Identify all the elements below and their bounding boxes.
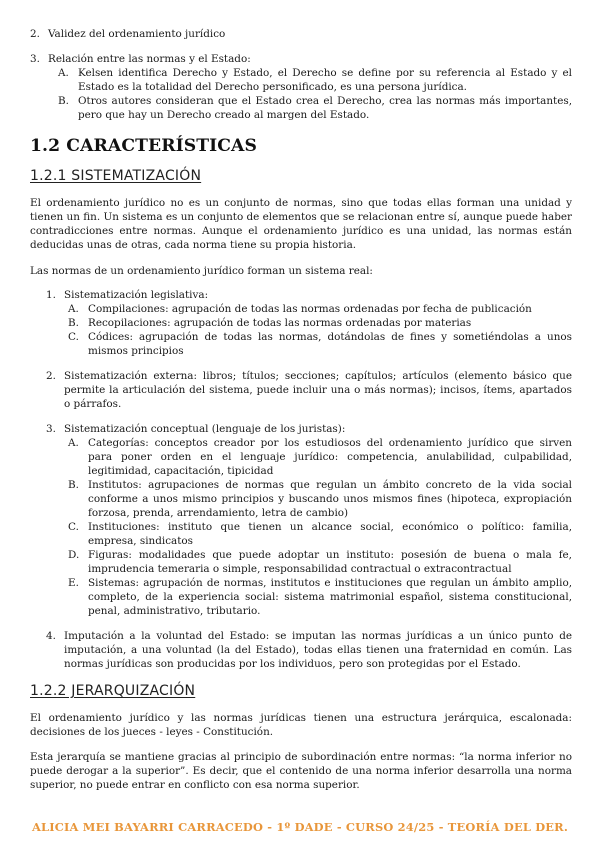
paragraph: El ordenamiento jurídico y las normas jurídicas tienen una estructura jerárquica, escalonada: decisiones de los jueces - leyes - Constitución. <box>30 712 572 738</box>
sub-list-text: Recopilaciones: agrupación de todas las normas ordenadas por materias <box>88 317 472 329</box>
sub-list-letter: E. <box>68 577 79 589</box>
list-item <box>46 629 572 671</box>
sub-list-text: Kelsen identifica Derecho y Estado, el Derecho se define por su referencia al Estado y el Estado es la totalidad del Derecho personificado, es una persona jurídica. <box>78 67 572 93</box>
list-number: 2. <box>30 28 40 40</box>
sub-list-letter: B. <box>58 95 69 107</box>
sub-list-letter: A. <box>68 303 79 315</box>
sub-list-item <box>58 94 572 122</box>
list-item <box>46 288 572 302</box>
list-text: Sistematización conceptual (lenguaje de los juristas): <box>64 423 346 435</box>
sub-list-text: Compilaciones: agrupación de todas las normas ordenadas por fecha de publicación <box>88 303 532 315</box>
sub-list-letter: B. <box>68 479 79 491</box>
sub-list-item <box>68 478 572 520</box>
paragraph: Esta jerarquía se mantiene gracias al principio de subordinación entre normas: “la norma inferior no puede derogar a la superior”. Es decir, que el contenido de una norma inferior desarrolla una norma superior, no puede entrar en conflicto con esa norma superior. <box>30 751 572 791</box>
list-number: 4. <box>46 630 56 642</box>
sub-list-letter: B. <box>68 317 79 329</box>
list-item <box>30 27 572 41</box>
sub-list-text: Institutos: agrupaciones de normas que regulan un ámbito concreto de la vida social conforme a unos mismo principios y buscando unos mismos fines (hipoteca, expropiación forzosa, prenda, arrendamiento, letra de cambio) <box>88 479 572 519</box>
list-number: 3. <box>46 423 56 435</box>
sub-list-item <box>68 436 572 478</box>
page-footer: ALICIA MEI BAYARRI CARRACEDO - 1º DADE - CURSO 24/25 - TEORÍA DEL DER. <box>31 820 569 834</box>
sub-list-letter: A. <box>68 437 79 449</box>
sub-list-letter: C. <box>68 331 79 343</box>
section-heading: 1.2 CARACTERÍSTICAS <box>30 136 257 156</box>
sub-list-item <box>68 548 572 576</box>
sub-list-letter: D. <box>68 549 80 561</box>
list-number: 2. <box>46 370 56 382</box>
sub-list-text: Categorías: conceptos creador por los estudiosos del ordenamiento jurídico que sirven para poner orden en el lenguaje jurídico: competencia, anulabilidad, culpabilidad, legitimidad, capacitación, tipicidad <box>88 437 572 477</box>
list-text: Sistematización legislativa: <box>64 289 209 301</box>
list-item <box>30 52 572 66</box>
sub-list-item <box>68 316 572 330</box>
sub-list-text: Instituciones: instituto que tienen un alcance social, económico o político: familia, empresa, sindicatos <box>88 521 572 547</box>
list-number: 3. <box>30 53 40 65</box>
list-number: 1. <box>46 289 56 301</box>
paragraph: Las normas de un ordenamiento jurídico forman un sistema real: <box>30 265 373 277</box>
sub-list-item <box>58 66 572 94</box>
sub-list-letter: C. <box>68 521 79 533</box>
sub-list-letter: A. <box>58 67 69 79</box>
document-page <box>30 0 572 792</box>
sub-list-item <box>68 520 572 548</box>
sub-list-item <box>68 576 572 618</box>
list-text: Relación entre las normas y el Estado: <box>48 53 251 65</box>
sub-list-text: Figuras: modalidades que puede adoptar un instituto: posesión de buena o mala fe, imprudencia temeraria o simple, responsabilidad contractual o extracontractual <box>88 549 572 575</box>
list-item <box>46 369 572 411</box>
list-text: Sistematización externa: libros; títulos; secciones; capítulos; artículos (elemento básico que permite la articulación del sistema, puede incluir una o más normas); incisos, ítems, apartados o párrafos. <box>64 370 572 410</box>
sub-list-text: Otros autores consideran que el Estado crea el Derecho, crea las normas más importantes, pero que hay un Derecho creado al margen del Estado. <box>78 95 572 121</box>
sub-list-text: Sistemas: agrupación de normas, institutos e instituciones que regulan un ámbito amplio, completo, de la experiencia social: sistema matrimonial español, sistema constitucional, penal, administrativo, tributario. <box>88 577 572 617</box>
list-text: Validez del ordenamiento jurídico <box>48 28 226 40</box>
subsection-heading: 1.2.1 SISTEMATIZACIÓN <box>30 168 202 184</box>
sub-list-text: Códices: agrupación de todas las normas, dotándolas de fines y sometiéndolas a unos mismos principios <box>88 331 572 357</box>
paragraph: El ordenamiento jurídico no es un conjunto de normas, sino que todas ellas forman una unidad y tienen un fin. Un sistema es un conjunto de elementos que se relacionan entre sí, aunque puede haber contradicciones entre normas. Aunque el ordenamiento jurídico es una unidad, las normas están deducidas unas de otras, cada norma tiene su propia historia. <box>30 197 572 251</box>
sub-list-item <box>68 302 572 316</box>
list-item <box>46 422 572 436</box>
sub-list-item <box>68 330 572 358</box>
list-text: Imputación a la voluntad del Estado: se imputan las normas jurídicas a un único punto de imputación, a una voluntad (la del Estado), todas ellas tienen una fraternidad en común. Las normas jurídicas son producidas por los individuos, pero son protegidas por el Estado. <box>64 630 572 670</box>
subsection-heading: 1.2.2 JERARQUIZACIÓN <box>30 683 196 699</box>
